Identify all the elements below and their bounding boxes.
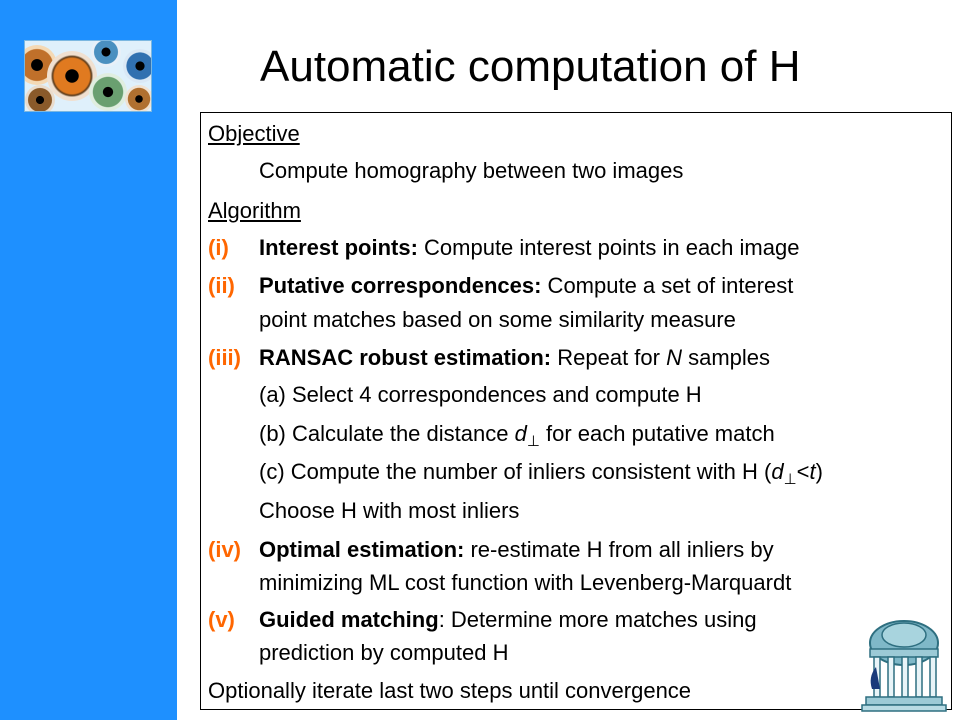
variable-d: d [514, 421, 527, 446]
ransac-substep-c [259, 458, 823, 488]
content-box [200, 112, 952, 710]
eyes-logo [24, 40, 152, 112]
variable-t: t [809, 459, 816, 484]
step-number: (iii) [208, 345, 241, 370]
step-title: Guided matching [259, 607, 439, 632]
eye-icon [125, 85, 152, 112]
step-optimal-estimation [259, 536, 774, 563]
step-number: (iv) [208, 537, 241, 562]
ransac-choose: Choose H with most inliers [259, 498, 520, 523]
step-number: (v) [208, 607, 235, 632]
ransac-substep-b [259, 420, 775, 450]
substep-text: (b) Calculate the distance [259, 421, 515, 446]
perp-symbol: ⊥ [526, 433, 540, 450]
eye-icon [25, 85, 55, 112]
step-text-continued: prediction by computed H [259, 640, 509, 665]
step-text: re-estimate H from all inliers by [464, 537, 774, 562]
rotunda-icon [856, 615, 952, 715]
substep-text: (c) Compute the number of inliers consistent with H ( [259, 459, 772, 484]
step-text-continued: point matches based on some similarity measure [259, 307, 736, 332]
step-text: Compute a set of interest [541, 273, 794, 298]
step-number: (i) [208, 235, 229, 260]
slide-title: Automatic computation of H [260, 42, 801, 91]
step-text: Compute interest points in each image [417, 235, 800, 260]
less-than: < [796, 459, 810, 484]
step-text-continued: minimizing ML cost function with Levenberg-Marquardt [259, 570, 792, 595]
step-interest-points [259, 234, 799, 261]
step-guided-matching [259, 606, 757, 633]
step-title: Putative correspondences: [259, 273, 542, 298]
step-title: Interest points: [259, 235, 418, 260]
step-number: (ii) [208, 273, 235, 298]
eye-icon [89, 73, 127, 111]
step-text: : Determine more matches using [438, 607, 757, 632]
perp-symbol: ⊥ [783, 471, 797, 488]
step-title: RANSAC robust estimation: [259, 345, 552, 370]
variable-n: N [666, 345, 682, 370]
algorithm-heading: Algorithm [208, 198, 301, 223]
step-title: Optimal estimation: [259, 537, 465, 562]
objective-heading: Objective [208, 121, 300, 146]
step-putative-correspondences [259, 272, 793, 299]
eye-icon [91, 40, 121, 67]
objective-text: Compute homography between two images [259, 158, 684, 183]
ransac-substep-a: (a) Select 4 correspondences and compute H [259, 382, 702, 407]
substep-text-after: for each putative match [539, 421, 775, 446]
step-ransac [259, 344, 770, 371]
step-text: Repeat for [551, 345, 667, 370]
eye-icon [123, 49, 152, 83]
step-text-after: samples [681, 345, 771, 370]
substep-text-after: ) [815, 459, 823, 484]
variable-d: d [771, 459, 784, 484]
closing-text: Optionally iterate last two steps until convergence [208, 678, 692, 703]
